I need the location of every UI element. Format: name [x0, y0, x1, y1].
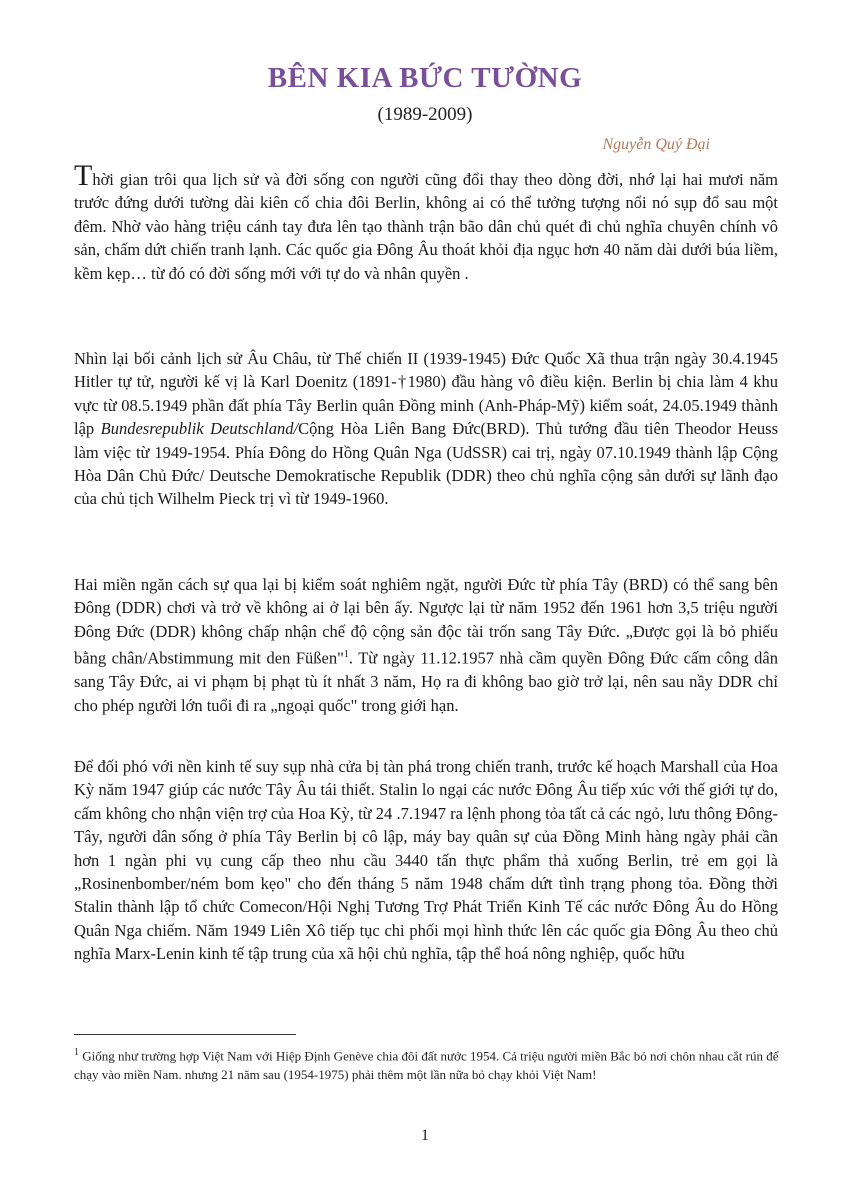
footnote-text: Giống như trường hợp Việt Nam với Hiệp Định Genève chia đôi đất nước 1954. Cả triệu người miền Bắc bỏ nơi chôn nhau cắt rún để chạy vào miền Nam. nhưng 21 năm sau (1954-1975) phải thêm một lần nữa bỏ chạy khỏi Việt Nam!	[74, 1048, 779, 1083]
article-title: BÊN KIA BỨC TƯỜNG	[267, 62, 583, 94]
paragraph-history	[74, 347, 778, 511]
footnote	[74, 1043, 784, 1084]
paragraph-division-text-a: Hai miền ngăn cách sự qua lại bị kiểm soát nghiêm ngặt, người Đức từ phía Tây (BRD) có thể sang bên Đông (DDR) chơi và trở về không ai ở lại bên ấy. Ngược lại từ năm 1952 đến 1961 hơn 3,5 triệu người Đông Đức (DDR) không chấp nhận chế độ cộng sản độc tài trốn sang Tây Đức. „Được gọi là bỏ phiếu bằng chân/Abstimmung mit den Füßen"	[74, 575, 778, 668]
paragraph-division	[74, 573, 778, 717]
paragraph-history-italic: Bundesrepublik Deutschland/	[100, 419, 299, 439]
paragraph-intro-text: hời gian trôi qua lịch sử và đời sống con người cũng đổi thay theo dòng đời, nhớ lại hai mươi năm trước đứng dưới tường dài kiên cố chia đôi Berlin, không ai có thể tưởng tượng nổi nó sụp đổ sau một đêm. Nhờ vào hàng triệu cánh tay đưa lên tạo thành trận bão dân chủ quét đi chủ nghĩa chuyên chính vô sản, chấm dứt chiến tranh lạnh. Các quốc gia Đông Âu thoát khỏi địa ngục hơn 40 năm dài dưới búa liềm, kềm kẹp… từ đó có đời sống mới với tự do và nhân quyền .	[74, 170, 778, 283]
footnote-divider	[74, 1034, 296, 1035]
footnote-reference[interactable]: 1	[343, 649, 349, 661]
page-number: 1	[421, 1127, 429, 1144]
article-date-range: (1989-2009)	[377, 104, 473, 125]
paragraph-marshall	[74, 755, 778, 966]
paragraph-division-text-b: . Từ ngày 11.12.1957 nhà cầm quyền Đông Đức cấm công dân sang Tây Đức, ai vi phạm bị phạt tù ít nhất 3 năm, Họ ra đi không bao giờ trở lại, nên sau nầy DDR chỉ cho phép người lớn tuổi đi ra „ngoại quốc" trong giới hạn.	[74, 648, 778, 715]
paragraph-history-text-b: Cộng Hòa Liên Bang Đức(BRD). Thủ tướng đầu tiên Theodor Heuss làm việc từ 1949-1954. Phía Đông do Hồng Quân Nga (UdSSR) cai trị, ngày 07.10.1949 thành lập Cộng Hòa Dân Chủ Đức/ Deutsche Demokratische Republik (DDR) theo chủ nghĩa cộng sản dưới sự lãnh đạo của chủ tịch Wilhelm Pieck trị vì từ 1949-1960.	[74, 419, 778, 509]
paragraph-history-text-a: Nhìn lại bối cảnh lịch sử Âu Châu, từ Thế chiến II (1939-1945) Đức Quốc Xã thua trận ngày 30.4.1945 Hitler tự tử, người kế vị là Karl Doenitz (1891-†1980) đầu hàng vô điều kiện. Berlin bị chia làm 4 khu vực từ 08.5.1949 phần đất phía Tây Berlin quân Đồng minh (Anh-Pháp-Mỹ) kiểm soát, 24.05.1949 thành lập	[74, 349, 778, 439]
author-name: Nguyễn Quý Đại	[602, 136, 710, 153]
drop-cap: T	[74, 159, 93, 192]
paragraph-intro	[74, 159, 778, 285]
footnote-mark: 1	[74, 1047, 79, 1058]
paragraph-marshall-text: Để đối phó với nền kinh tế suy sụp nhà cửa bị tàn phá trong chiến tranh, trước kế hoạch Marshall của Hoa Kỳ năm 1947 giúp các nước Tây Âu tái thiết. Stalin lo ngại các nước Đông Âu tiếp xúc với thế giới tự do, cấm không cho nhận viện trợ của Hoa Kỳ, từ 24 .7.1947 ra lệnh phong tỏa tất cả các ngỏ, lưu thông Đông-Tây, người dân sống ở phía Tây Berlin bị cô lập, máy bay quân sự của Đồng Minh hàng ngày phải cần hơn 1 ngàn phi vụ cung cấp theo nhu cầu 3440 tấn thực phẩm thả xuống Berlin, trẻ em gọi là „Rosinenbomber/ném bom kẹo" cho đến tháng 5 năm 1948 chấm dứt tình trạng phong tỏa. Đồng thời Stalin thành lập tổ chức Comecon/Hội Nghị Tương Trợ Phát Triển Kinh Tế các nước Đông Âu do Hồng Quân Nga chiếm. Năm 1949 Liên Xô tiếp tục chi phối mọi hình thức lên các quốc gia Đông Âu theo chủ nghĩa Marx-Lenin kinh tế tập trung của xã hội chủ nghĩa, tập thể hoá nông nghiệp, quốc hữu	[74, 757, 778, 964]
